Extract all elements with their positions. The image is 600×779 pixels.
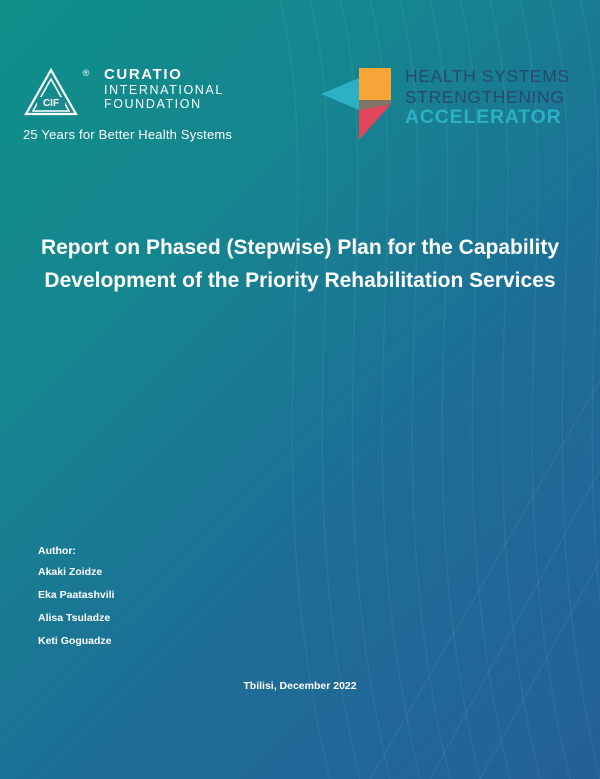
cif-emblem-icon [22,66,100,116]
curatio-line1: CURATIO [104,66,183,83]
hssa-name [405,68,570,128]
author-name: Keti Goguadze [38,635,112,647]
author-name: Eka Paatashvili [38,589,115,601]
authors-label: Author: [38,545,76,557]
place-and-date: Tbilisi, December 2022 [243,680,357,692]
curatio-line2: INTERNATIONAL [104,83,224,97]
curatio-line3: FOUNDATION [104,96,202,111]
hssa-line2: STRENGTHENING [405,86,565,107]
hssa-line1: HEALTH SYSTEMS [405,66,570,86]
registered-mark: ® [82,68,90,78]
hssa-logo-icon [321,68,393,140]
hssa-line3: ACCELERATOR [405,106,562,128]
authors-block [38,545,114,658]
author-name: Alisa Tsuladze [38,612,111,624]
curatio-tagline: 25 Years for Better Health Systems [23,127,233,142]
curatio-name [104,67,224,110]
cif-emblem-text: CIF [42,98,60,109]
author-name: Akaki Zoidze [38,566,103,578]
report-title: Report on Phased (Stepwise) Plan for the Capability Development of the Priority Rehabilitation Services [40,236,560,292]
